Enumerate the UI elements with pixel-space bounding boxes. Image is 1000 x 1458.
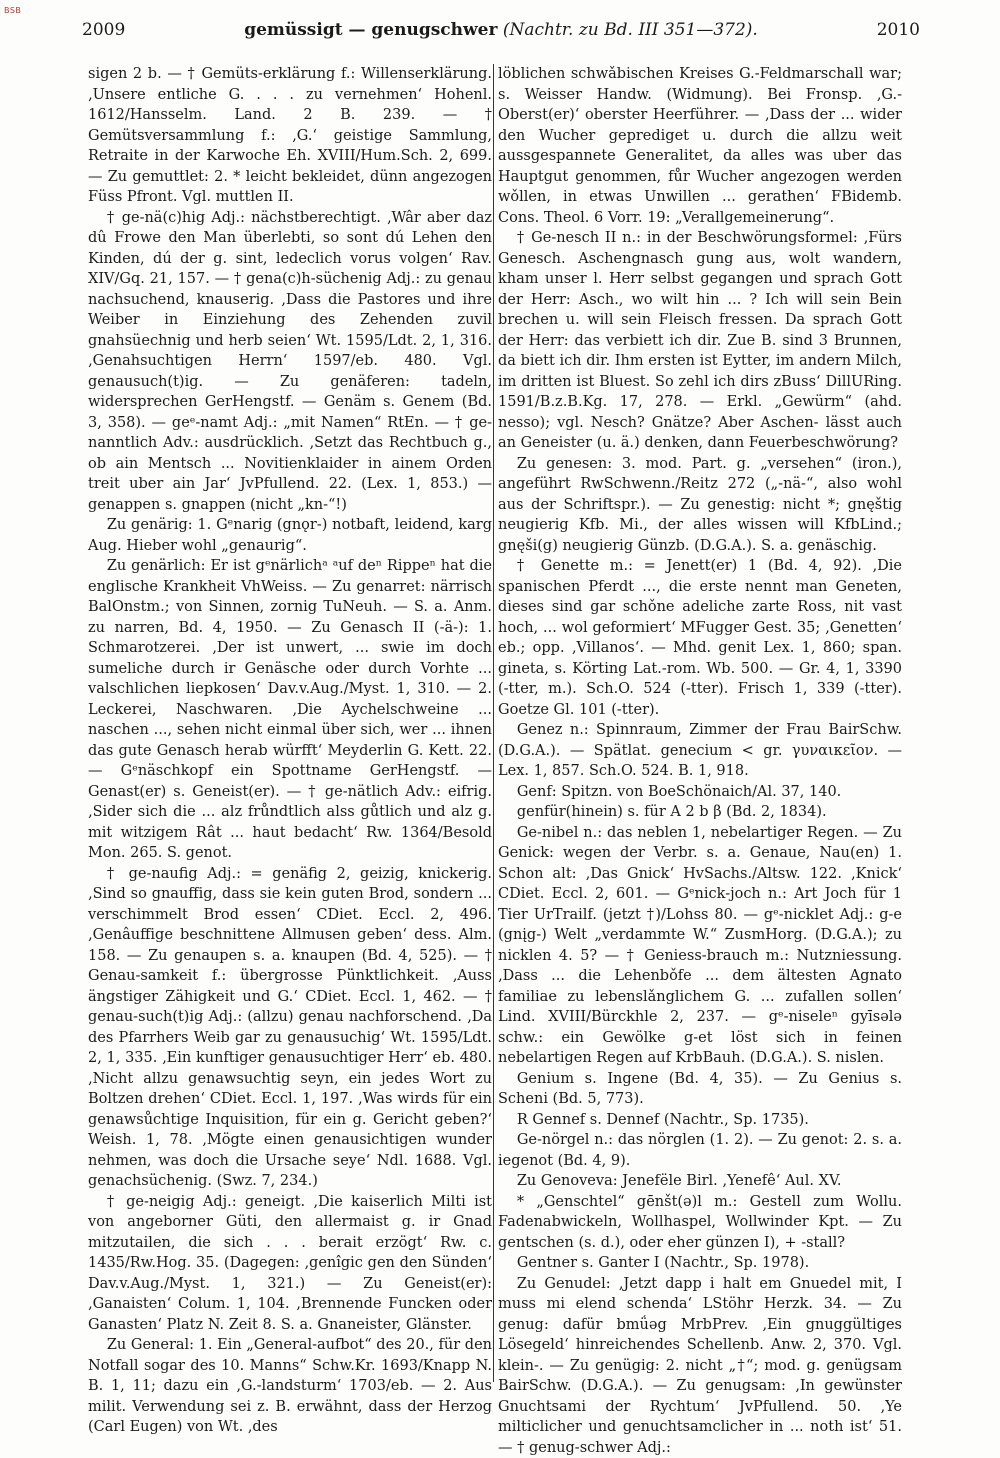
- column-divider: [493, 64, 494, 1382]
- dictionary-entry: Zu genärig: 1. Gᵉnarig (gnǫr-) notbaft, leidend, karg Aug. Hieber wohl „genaurig“.: [88, 515, 492, 556]
- header-title-line: [82, 20, 920, 40]
- dictionary-entry: † ge-naufig Adj.: = genäfig 2, geizig, knickerig. ‚Sind so gnauffig, dass sie kein guten Brod, sondern ... verschimmelt Brod essen‘ CDiet. Eccl. 2, 496. ‚Genâuffige beschnittene Allmusen geben‘ dess. Alm. 158. — Zu genaupen s. a. knaupen (Bd. 4, 525). — † Genau-samkeit f.: übergrosse Pünktlichkeit. ‚Auss ängstiger Zähigkeit und G.‘ CDiet. Eccl. 1, 462. — † genau-such(t)ig Adj.: (allzu) genau nachforschend. ‚Da des Pfarrhers Weib gar zu genausuchig‘ Wt. 1595/Ldt. 2, 1, 335. ‚Ein kunftiger genausuchtiger Herr‘ eb. 480. ‚Nicht allzu genawsuchtig seyn, ein jedes Wort zu Boltzen drehen‘ CDiet. Eccl. 1, 197. ‚Was wirds für ein genawsůchtige Inquisition, für ein g. Gericht geben?‘ Weish. 1, 78. ‚Mögte einen genausichtigen wunder nehmen, was doch die Ursache seye‘ Ndl. 1688. Vgl. genachsüchenig. (Swz. 7, 234.): [88, 864, 492, 1192]
- dictionary-entry: Ge-nörgel n.: das nörglen (1. 2). — Zu genot: 2. s. a. iegenot (Bd. 4, 9).: [498, 1130, 902, 1171]
- dictionary-entry: Ge-nibel n.: das neblen 1, nebelartiger Regen. — Zu Genick: wegen der Verbr. s. a. Genaue, Nau(en) 1. Schon alt: ‚Das Gnick‘ HvSachs./Altsw. 122. ‚Knick‘ CDiet. Eccl. 2, 601. — Gᵉnick-joch n.: Art Joch für 1 Tier UrTrailf. (jetzt †)/Lohss 80. — gᵉ-nicklet Adj.: g-e (gnįg-) Welt „verdammte W.“ ZusmHorg. (D.G.A.); zu nicklen 4. 5? — † Geniess-brauch m.: Nutzniessung. ‚Dass ... die Lehenbǒfe ... dem ältesten Agnato familiae zu lebenslǎnglichem G. ... zufallen sollen‘ Lind. XVIII/Bürckhle 2, 237. — gᵉ-niseleⁿ gyīsələ schw.: ein Gewölke g-et löst sich in feinen nebelartigen Regen auf KrbBauh. (D.G.A.). S. nislen.: [498, 823, 902, 1069]
- dictionary-entry: löblichen schwǎbischen Kreises G.-Feldmarschall war; s. Weisser Handw. (Widmung). Bei Fronsp. ‚G.-Oberst(er)‘ oberster Heerführer. — ‚Dass der ... wider den Wucher geprediget u. durch die allzu weit aussgespannete Generalitet, da alles was uber das Hauptgut genommen, fůr Wucher angezogen werden wǒllen, in etwas Unwillen ... gerathen‘ FBidemb. Cons. Theol. 6 Vorr. 19: „Verallgemeinerung“.: [498, 64, 902, 228]
- dictionary-entry: Zu Genoveva: Jenefële Birl. ‚Yenefê‘ Aul. XV.: [498, 1171, 902, 1192]
- page-number-left: 2009: [82, 20, 125, 40]
- page-number-right: 2010: [877, 20, 920, 40]
- dictionary-entry: Zu Genudel: ‚Jetzt dapp i halt em Gnuedel mit, I muss mi elend schenda‘ LStöhr Herzk. 34. — Zu genug: dafür bmǘəg MrbPrev. ‚Ein gnuggültiges Lösegeld‘ hinreichendes Schellenb. Anw. 2, 370. Vgl. klein-. — Zu genügig: 2. nicht „†“; mod. g. genügsam BairSchw. (D.G.A.). — Zu genugsam: ‚In gewünster Gnuchtsami der Rychtum‘ JvPfullend. 50. ‚Ye milticlicher und genuchtsamclicher in ... noth ist‘ 51. — † genug-schwer Adj.:: [498, 1274, 902, 1458]
- dictionary-entry: Zu genesen: 3. mod. Part. g. „versehen“ (iron.), angeführt RwSchwenn./Reitz 272 („-nä-“, also wohl aus der Schriftspr.). — Zu genestig: nicht *; gnęštig neugierig Kfb. Mi., der alles wissen will KfbLind.; gnęši(g) neugierig Günzb. (D.G.A.). S. a. genäschig.: [498, 454, 902, 557]
- dictionary-entry: Gentner s. Ganter I (Nachtr., Sp. 1978).: [498, 1253, 902, 1274]
- running-header: [82, 20, 920, 44]
- left-column: [88, 64, 492, 1382]
- dictionary-entry: Genez n.: Spinnraum, Zimmer der Frau BairSchw. (D.G.A.). — Spätlat. genecium < gr. γυναικεῖον. — Lex. 1, 857. Sch.O. 524. B. 1, 918.: [498, 720, 902, 782]
- dictionary-entry: † ge-neigig Adj.: geneigt. ‚Die kaiserlich Milti ist von angeborner Güti, den allermaist g. ir Gnad mitzutailen, die sich . . . berait erzögt‘ Rw. c. 1435/Rw.Hog. 35. (Dagegen: ‚genîgic gen den Sünden‘ Dav.v.Aug./Myst. 1, 321.) — Zu Geneist(er): ‚Ganaisten‘ Colum. 1, 104. ‚Brennende Funcken oder Ganasten‘ Platz N. Zeit 8. S. a. Gnaneister, Glänster.: [88, 1192, 492, 1336]
- dictionary-entry: Zu genärlich: Er ist gᵉnärlichᵃ ᵃuf deⁿ Rippeⁿ hat die englische Krankheit VhWeiss. — Zu genarret: närrisch BalOnstm.; von Sinnen, zornig TuNeuh. — S. a. Anm. zu narren, Bd. 4, 1950. — Zu Genasch II (-ä-): 1. Schmarotzerei. ‚Der ist unwert, ... swie im doch sumeliche durch ir Genäsche oder durch Vorhte ... valschlichen liepkosen‘ Dav.v.Aug./Myst. 1, 310. — 2. Leckerei, Naschwaren. ‚Die Aychelschweine ... naschen ..., sehen nicht einmal über sich, wer ... ihnen das gute Genasch herab würfft‘ Meyderlin G. Kett. 22. — Gᵉnäschkopf ein Spottname GerHengstf. — Genast(er) s. Geneist(er). — † ge-nätlich Adv.: eifrig. ‚Sider sich die ... alz frůndtlich alss gůtlich und alz g. mit witzigem Rât ... haut bedacht‘ Rw. 1364/Besold Mon. 265. S. genot.: [88, 556, 492, 864]
- dictionary-entry: * „Genschtel“ gēnšt(ə)l m.: Gestell zum Wollu. Fadenabwickeln, Wollhaspel, Wollwinder Kpt. — Zu gentschen (s. d.), oder eher günzen I), + -stall?: [498, 1192, 902, 1254]
- dictionary-entry: R Gennef s. Dennef (Nachtr., Sp. 1735).: [498, 1110, 902, 1131]
- dictionary-entry: sigen 2 b. — † Gemüts-erklärung f.: Willenserklärung. ‚Unsere entliche G. . . . zu vernehmen‘ Hohenl. 1612/Hansselm. Land. 2 B. 239. — † Gemütsversammlung f.: ‚G.‘ geistige Sammlung, Retraite in der Karwoche Eh. XVIII/Hum.Sch. 2, 699. — Zu gemuttlet: 2. * leicht bekleidet, dünn angezogen Füss Pfront. Vgl. muttlen II.: [88, 64, 492, 208]
- dictionary-entry: † Ge-nesch II n.: in der Beschwörungsformel: ‚Fürs Genesch. Aschengnasch gung aus, wolt wandern, kham unser l. Herr selbst gegangen und sprach Gott der Herr: Asch., wo wilt hin ... ? Ich will sein Bein brechen u. will sein Fleisch fressen. Da sprach Gott der Herr: das verbiett ich dir. Zue B. sind 3 Brunnen, da biett ich dir. Ihm ersten ist Eytter, im andern Milch, im dritten ist Bluest. So zehl ich dirs zBuss‘ DillURing. 1591/B.z.B.Kg. 17, 278. — Erkl. „Gewürm“ (ahd. nesso); vgl. Nesch? Gnätze? Aber Aschen- lässt auch an Geneister (u. ä.) denken, dann Feuerbeschwörung?: [498, 228, 902, 454]
- header-headwords: gemüssigt — genugschwer: [244, 20, 497, 40]
- dictionary-entry: Genium s. Ingene (Bd. 4, 35). — Zu Genius s. Scheni (Bd. 5, 773).: [498, 1069, 902, 1110]
- dictionary-entry: genfür(hinein) s. für A 2 b β (Bd. 2, 1834).: [498, 802, 902, 823]
- library-stamp: BSB: [4, 6, 21, 15]
- dictionary-entry: † Genette m.: = Jenett(er) 1 (Bd. 4, 92). ‚Die spanischen Pferdt ..., die erste nennt man Geneten, dieses sind gar schǒne adeliche zarte Ross, nit vast hoch, ... wol geformiert‘ MFugger Gest. 35; ‚Genetten‘ eb.; opp. ‚Villanos‘. — Mhd. genit Lex. 1, 860; span. gineta, s. Körting Lat.-rom. Wb. 500. — Gr. 4, 1, 3390 (-tter, m.). Sch.O. 524 (-tter). Frisch 1, 339 (-tter). Goetze Gl. 101 (-tter).: [498, 556, 902, 720]
- header-reference: (Nachtr. zu Bd. III 351—372).: [503, 20, 758, 40]
- dictionary-entry: Zu General: 1. Ein „General-aufbot“ des 20., für den Notfall sogar des 10. Manns“ Schw.Kr. 1693/Knapp N. B. 1, 11; dazu ein ‚G.-landsturm‘ 1703/eb. — 2. Aus milit. Verwendung sei z. B. erwähnt, dass der Herzog (Carl Eugen) von Wt. ‚des: [88, 1335, 492, 1438]
- right-column: [498, 64, 902, 1382]
- dictionary-entry: Genf: Spitzn. von BoeSchönaich/Al. 37, 140.: [498, 782, 902, 803]
- dictionary-entry: † ge-nä(c)hig Adj.: nächstberechtigt. ‚Wâr aber daz dû Frowe den Man überlebti, so sont dú Lehen den Kinden, dú der g. sint, ledeclich vorus volgen‘ Rav. XIV/Gq. 21, 157. — † gena(c)h-süchenig Adj.: zu genau nachsuchend, knauserig. ‚Dass die Pastores und ihre Weiber in Einziehung des Zehenden zuvil gnahsüechnig und herb seien‘ Wt. 1595/Ldt. 2, 1, 316. ‚Genahsuchtigen Herrn‘ 1597/eb. 480. Vgl. genausuch(t)ig. — Zu genäferen: tadeln, widersprechen GerHengstf. — Genäm s. Genem (Bd. 3, 358). — geᵉ-namt Adj.: „mit Namen“ RtEn. — † ge-nanntlich Adv.: ausdrücklich. ‚Setzt das Rechtbuch g., ob ain Mentsch ... Novitienklaider in ainem Orden treit uber ain Jar‘ JvPfullend. 22. (Lex. 1, 853.) — genappen s. gnappen (nicht „kn-“!): [88, 208, 492, 516]
